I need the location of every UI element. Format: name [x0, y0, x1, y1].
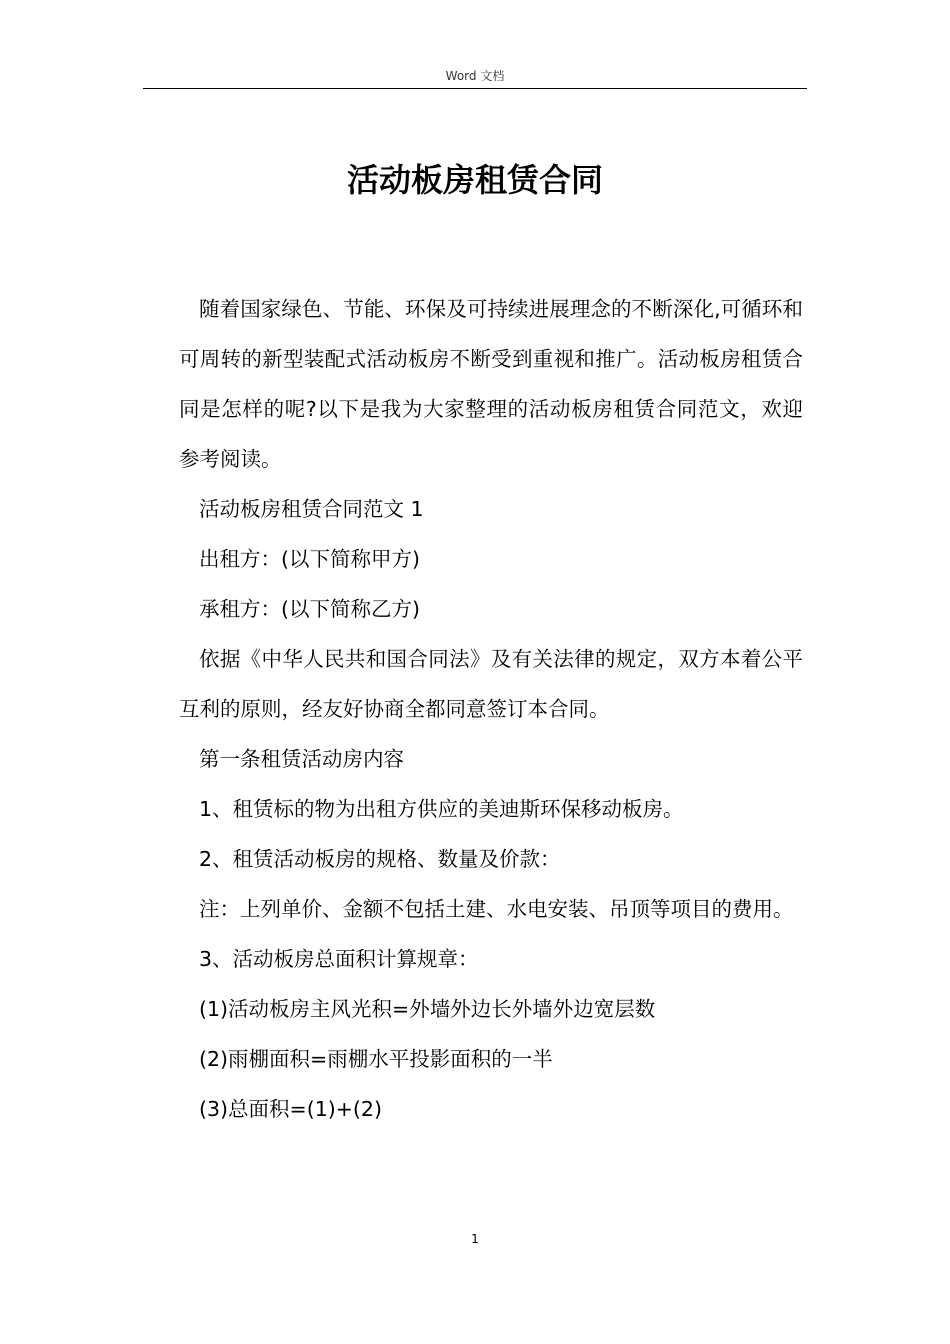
paragraph-rule-1: (1)活动板房主风光积=外墙外边长外墙外边宽层数	[199, 997, 656, 1021]
paragraph-intro: 随着国家绿色、节能、环保及可持续进展理念的不断深化,可循环和可周转的新型装配式活动板房不断受到重视和推广。活动板房租赁合同是怎样的呢?以下是我为大家整理的活动板房租赁合同范文，欢迎参考阅读。	[179, 297, 803, 471]
header-divider	[143, 88, 807, 89]
page-number: 1	[471, 1232, 479, 1246]
paragraph-lessor: 出租方：(以下简称甲方)	[199, 547, 420, 571]
document-body	[179, 284, 803, 1134]
paragraph-sample-heading: 活动板房租赁合同范文 1	[199, 497, 424, 521]
document-title: 活动板房租赁合同	[346, 161, 603, 199]
paragraph-article-one: 第一条租赁活动房内容	[199, 747, 404, 771]
paragraph-item-2: 2、租赁活动板房的规格、数量及价款：	[199, 847, 561, 871]
page-header: Word 文档	[445, 69, 505, 83]
paragraph-lessee: 承租方：(以下简称乙方)	[199, 597, 420, 621]
paragraph-item-1: 1、租赁标的物为出租方供应的美迪斯环保移动板房。	[199, 797, 684, 821]
paragraph-rule-3: (3)总面积=(1)+(2)	[199, 1097, 382, 1121]
paragraph-legal-basis: 依据《中华人民共和国合同法》及有关法律的规定，双方本着公平互利的原则，经友好协商全都同意签订本合同。	[179, 647, 803, 721]
paragraph-rule-2: (2)雨棚面积=雨棚水平投影面积的一半	[199, 1047, 553, 1071]
paragraph-note: 注：上列单价、金额不包括土建、水电安装、吊顶等项目的费用。	[199, 897, 794, 921]
paragraph-item-3: 3、活动板房总面积计算规章：	[199, 947, 479, 971]
